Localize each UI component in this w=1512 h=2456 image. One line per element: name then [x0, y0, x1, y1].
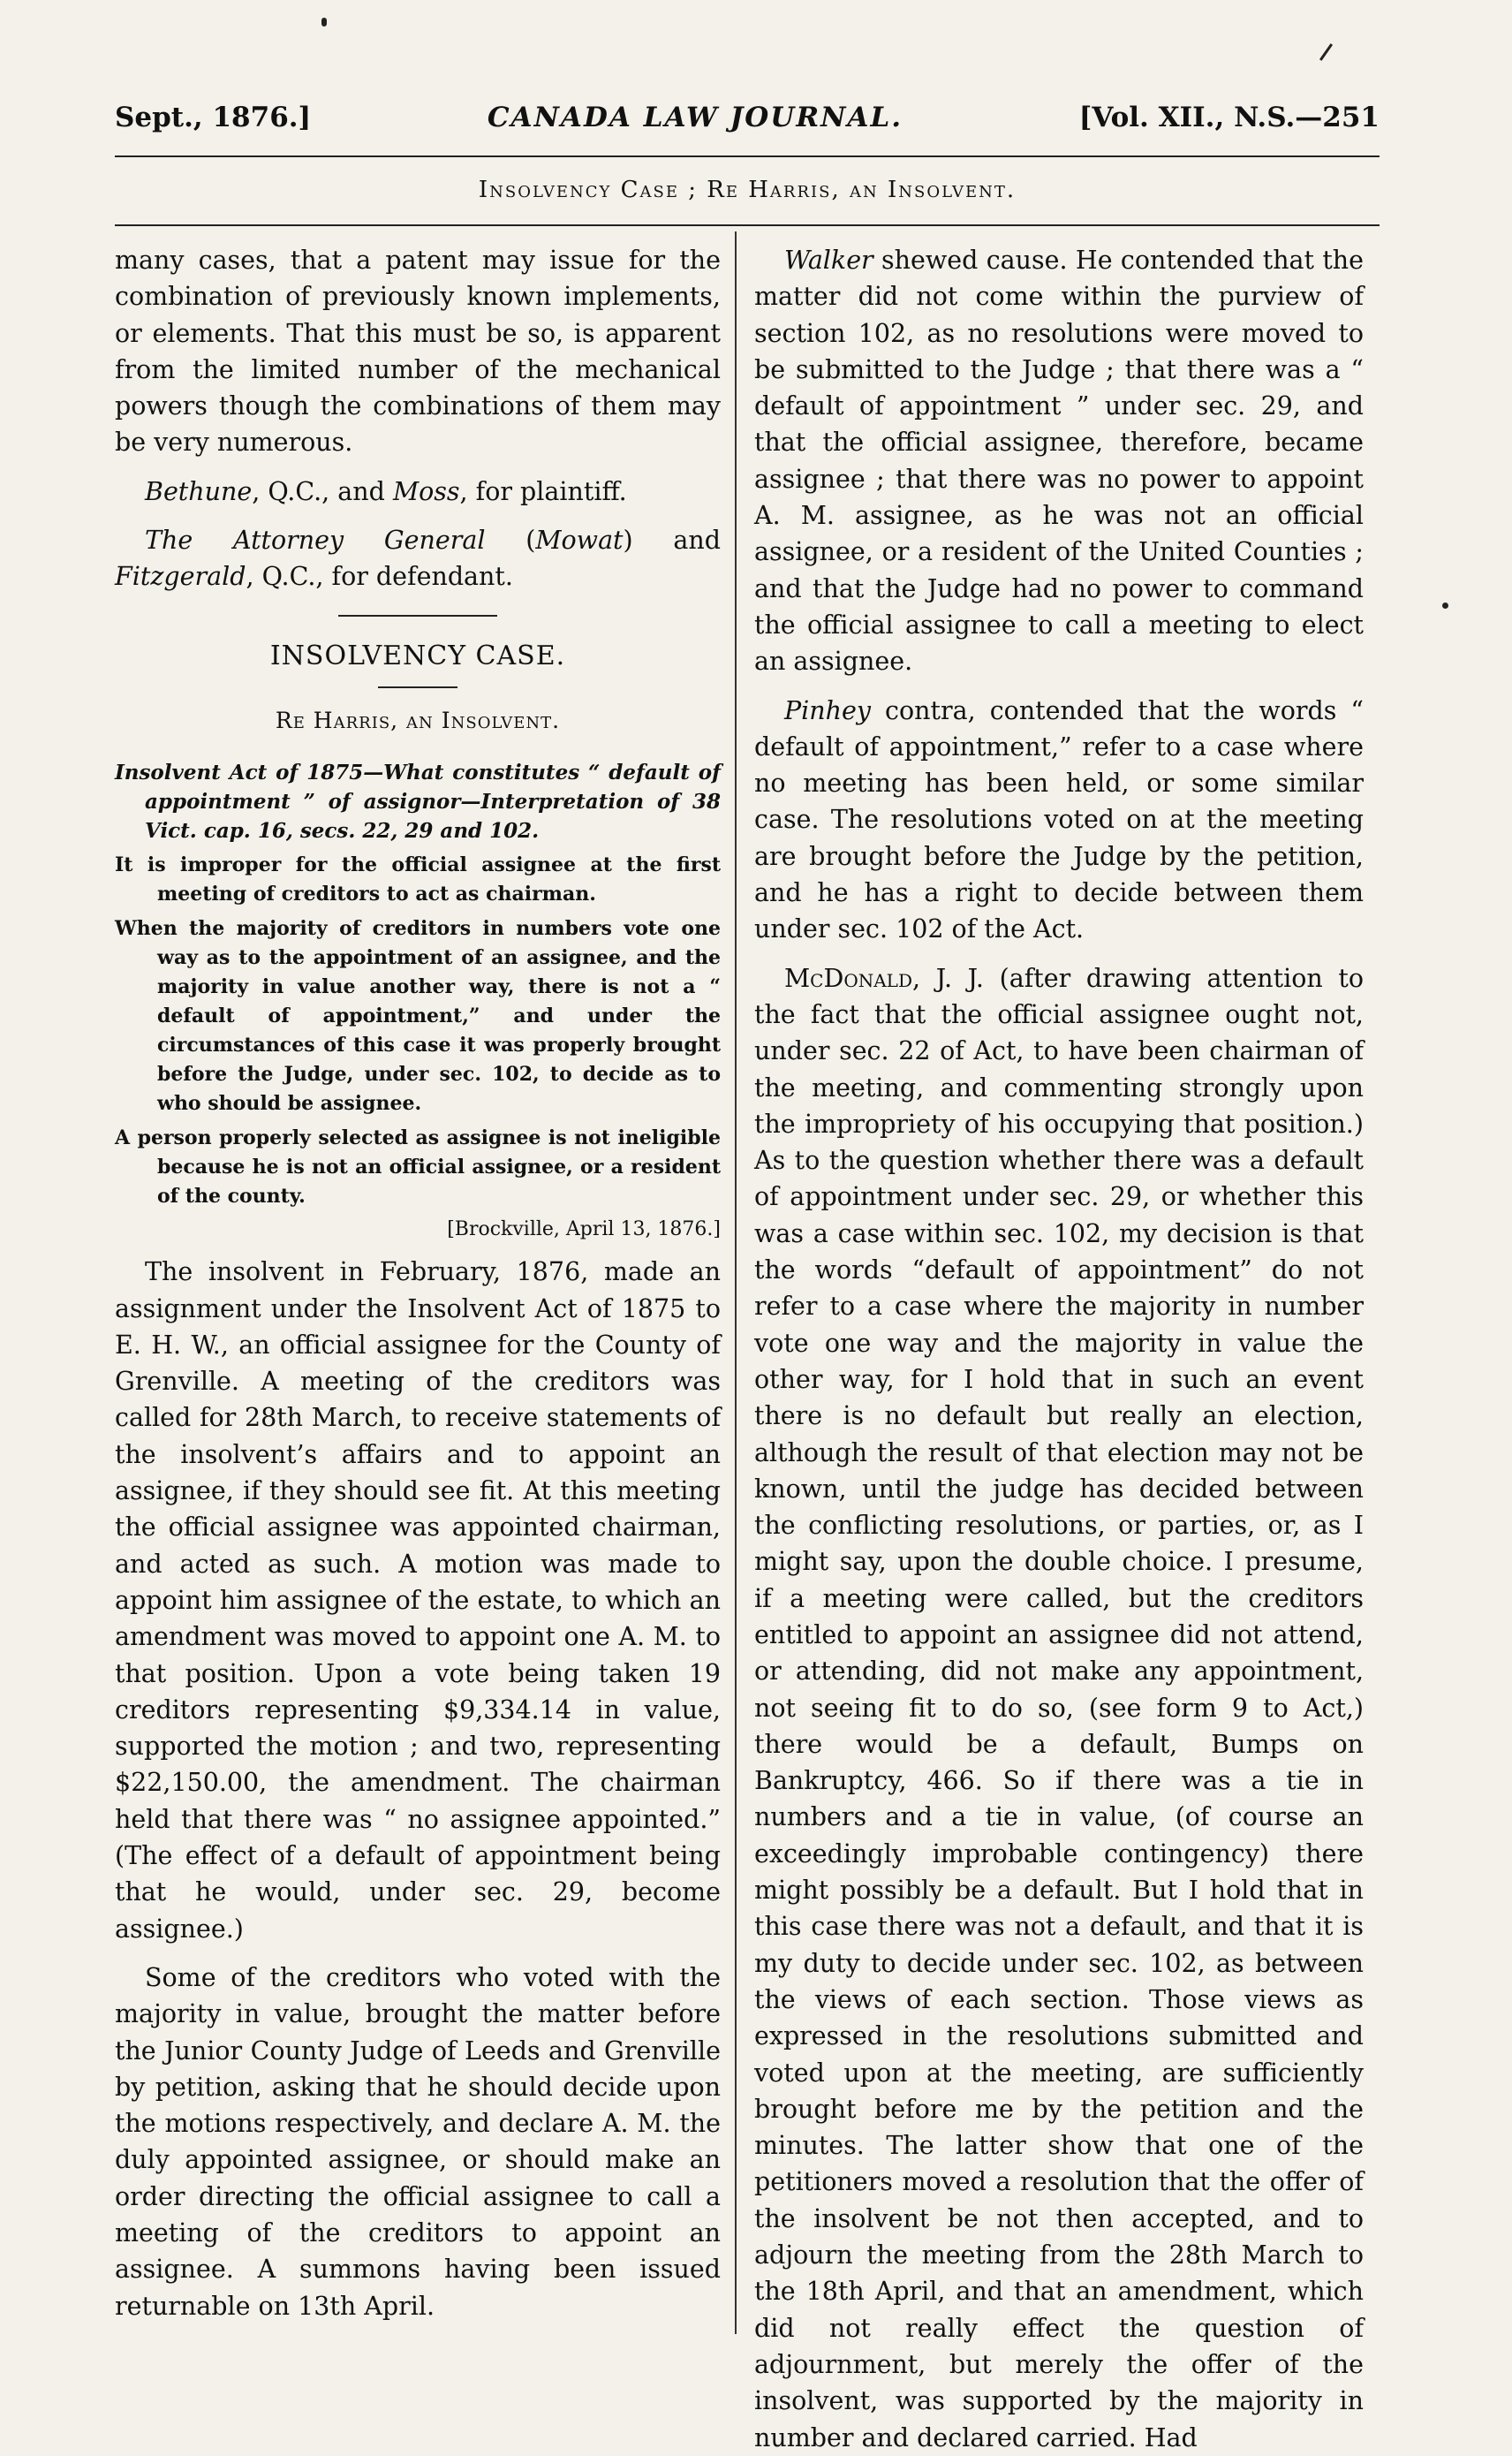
right-column	[754, 242, 1364, 2456]
judge-name: McDonald	[784, 963, 912, 993]
counsel-defendant	[115, 522, 721, 595]
paragraph: Some of the creditors who voted with the majority in value, brought the matter before the Junior County Judge of Leeds and Grenville by petition, asking that he should decide upon the motions respectively, and declare A. M. the duly appointed assignee, or should make an order directing the official assignee to call a meeting of the creditors to appoint an assignee. A summons having been issued returnable on 13th April.	[115, 1962, 721, 2321]
counsel-name: Mowat	[535, 526, 624, 556]
ink-speck	[321, 18, 327, 27]
counsel-name: Fitzgerald	[115, 562, 246, 592]
counsel-name: Bethune	[145, 476, 253, 506]
counsel-text: ) and	[623, 526, 721, 556]
counsel-text: , Q.C., and	[252, 476, 393, 506]
pencil-mark	[1319, 43, 1333, 61]
counsel-name: Walker	[784, 246, 873, 275]
section-title: INSOLVENCY CASE.	[269, 640, 566, 671]
column-divider	[735, 231, 737, 2334]
journal-title: CANADA LAW JOURNAL.	[487, 102, 903, 133]
counsel-name: Pinhey	[784, 695, 871, 725]
counsel-text: , Q.C., for defendant.	[246, 562, 513, 592]
paragraph-continuation: many cases, that a patent may issue for the combination of previously known implements, or elements. That this must be so, is apparent from the limited number of the mechanical powers though the combinations of them may be very numerous.	[115, 246, 721, 458]
case-name: Re Harris, an Insolvent.	[275, 707, 561, 733]
section-rule-short	[378, 686, 457, 688]
header-rule	[115, 155, 1380, 157]
headnote: It is improper for the official assignee at the first meeting of creditors to act as chairman.	[115, 853, 721, 906]
section-rule	[338, 615, 497, 617]
headnote: When the majority of creditors in numbers vote one way as to the appointment of an assignee, and the majority in value another way, there is not a “ default of appointment,” and under the circumstances of this case it was properly brought before the Judge, under sec. 102, to decide as to who should be assignee.	[115, 917, 721, 1116]
counsel-name: Moss	[392, 476, 460, 506]
paragraph	[754, 960, 1364, 2456]
headnote-title: Insolvent Act of 1875—What constitutes “ default of appointment ” of assignor—Interpretation of 38 Vict. cap. 16, secs. 22, 29 and 102.	[115, 761, 721, 844]
header-volume-page: [Vol. XII., N.S.—251	[1078, 102, 1380, 133]
counsel-text: (	[485, 526, 536, 556]
counsel-text: , for plaintiff.	[459, 476, 627, 506]
header-date: Sept., 1876.]	[115, 102, 312, 133]
paragraph-text: , J. J. (after drawing attention to the fact that the official assignee ought not, under sec. 22 of Act, to have been chairman of the meeting, and commenting strongly upon the impropriety of his occupying that position.) As to the question whether there was a default of appointment under sec. 29, or whether this was a case within sec. 102, my decision is that the words “default of appointment” do not refer to a case where the majority in number vote one way and the majority in value the other way, for I hold that in such an event there is no default but really an election, although the result of that election may not be known, until the judge has decided between the conflicting resolutions, or parties, or, as I might say, upon the double choice. I presume, if a meeting were called, but the creditors entitled to appoint an assignee did not attend, or attending, did not make any appointment, not seeing fit to do so, (see form 9 to Act,) there would be a default, Bumps on Bankruptcy, 466. So if there was a tie in numbers and a tie in value, (of course an exceedingly improbable contingency) there might possibly be a default. But I hold that in this case there was not a default, and that it is my duty to decide under sec. 102, as between the views of each section. Those views as expressed in the resolutions submitted and voted upon at the meeting, are sufficiently brought before me by the petition and the minutes. The latter show that one of the petitioners moved a resolution that the offer of the insolvent be not then accepted, and to adjourn the meeting from the 28th March to the 18th April, and that an amendment, which did not really effect the question of adjournment, but merely the offer of the insolvent, was supported by the majority in number and declared carried. Had	[754, 963, 1364, 2452]
ink-speck	[1442, 603, 1448, 609]
paragraph	[754, 242, 1364, 680]
paragraph: The insolvent in February, 1876, made an assignment under the Insolvent Act of 1875 to E. H. W., an official assignee for the County of Grenville. A meeting of the creditors was called for 28th March, to receive statements of the insolvent’s affairs and to appoint an assignee, if they should see fit. At this meeting the official assignee was appointed chairman, and acted as such. A motion was made to appoint him assignee of the estate, to which an amendment was moved to appoint one A. M. to that position. Upon a vote being taken 19 creditors representing $9,334.14 in value, supported the motion ; and two, representing $22,150.00, the amendment. The chairman held that there was “ no assignee appointed.” (The effect of a default of appointment being that he would, under sec. 29, become assignee.)	[115, 1257, 721, 1944]
running-header	[115, 95, 1380, 140]
case-running-title: Insolvency Case ; Re Harris, an Insolvent.	[478, 177, 1017, 203]
left-column	[115, 242, 721, 2324]
dateline: [Brockville, April 13, 1876.]	[447, 1218, 721, 1241]
paragraph-text: contra, contended that the words “ default of appointment,” refer to a case where no meeting has been held, or some similar case. The resolutions voted on at the meeting are brought before the Judge by the petition, and he has a right to decide between them under sec. 102 of the Act.	[754, 695, 1364, 944]
paragraph-text: shewed cause. He contended that the matter did not come within the purview of section 102, as no resolutions were moved to be submitted to the Judge ; that there was a “ default of appointment ” under sec. 29, and that the official assignee, therefore, became assignee ; that there was no power to appoint A. M. assignee, as he was not an official assignee, or a resident of the United Counties ; and that the Judge had no power to command the official assignee to call a meeting to elect an assignee.	[754, 246, 1364, 677]
paragraph	[754, 693, 1364, 948]
case-title-rule	[115, 224, 1380, 226]
counsel-name: The Attorney General	[145, 526, 486, 556]
counsel-plaintiff	[115, 474, 721, 510]
headnote: A person properly selected as assignee is not ineligible because he is not an official assignee, or a resident of the county.	[115, 1126, 721, 1209]
